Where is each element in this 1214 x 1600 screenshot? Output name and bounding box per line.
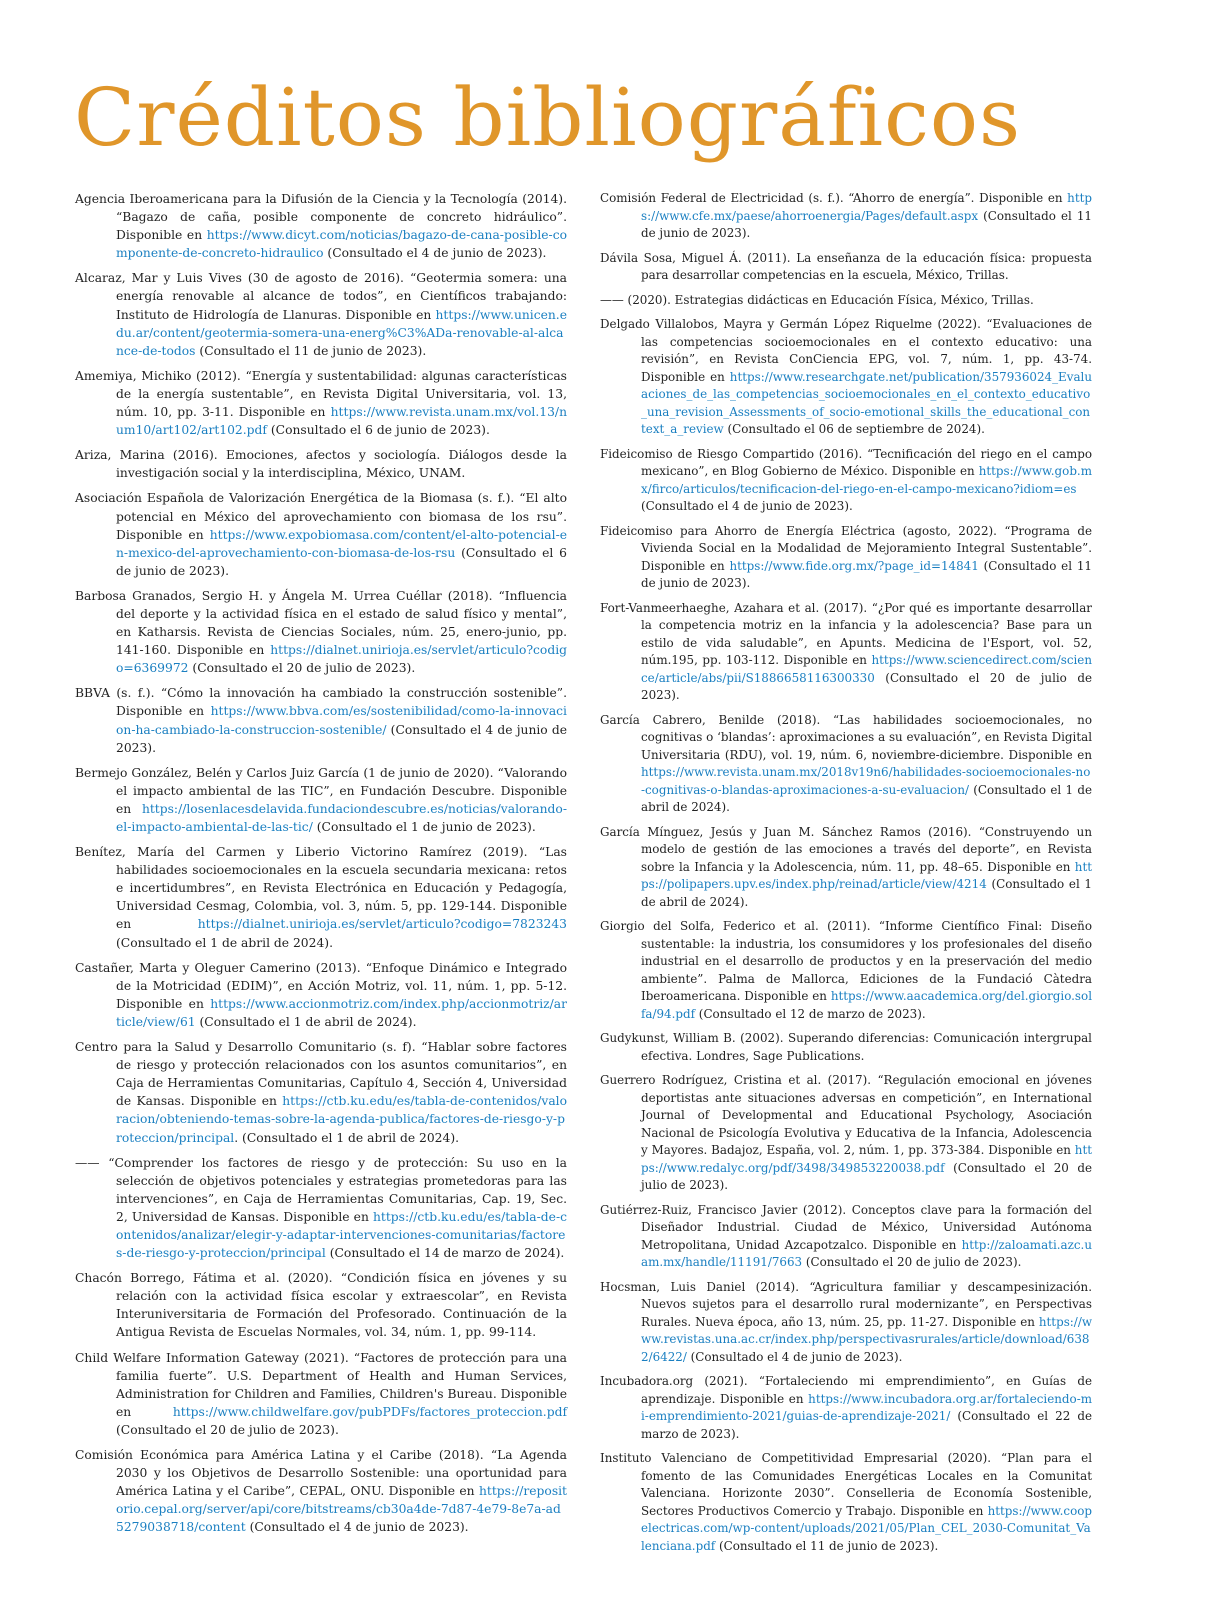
reference-entry — [75, 190, 567, 262]
reference-link[interactable]: https://www.aacademica.org/del.giorgio.solfa/94.pdf — [641, 989, 1092, 1021]
reference-entry — [75, 1154, 567, 1263]
reference-link[interactable]: https://www.cfe.mx/paese/ahorroenergia/Pages/default.aspx — [641, 191, 1092, 223]
reference-consulted-date: (Consultado el 22 de marzo de 2023). — [641, 1409, 1092, 1441]
reference-entry — [600, 316, 1092, 439]
reference-text: Centro para la Salud y Desarrollo Comunitario (s. f). “Hablar sobre factores de riesgo y protección relacionados con los asuntos comunitarios”, en Caja de Herramientas Comunitarias, Capítulo 4, Sección 4, Universidad de Kansas. Disponible en — [75, 1040, 567, 1109]
reference-consulted-date: (Consultado el 20 de julio de 2023). — [641, 1160, 1092, 1192]
reference-link[interactable]: https://www.unicen.edu.ar/content/geotermia-somera-una-energ%C3%ADa-renovable-al-alcance-de-todos — [116, 307, 567, 358]
reference-link[interactable]: https://www.gob.mx/firco/articulos/tecnificacion-del-riego-en-el-campo-mexicano?idiom=es — [641, 464, 1092, 496]
reference-entry — [600, 600, 1092, 705]
reference-entry — [600, 1279, 1092, 1367]
reference-text: Asociación Española de Valorización Energética de la Biomasa (s. f.). “El alto potencial en México del aprovechamiento con biomasa de los rsu”. Disponible en — [75, 491, 567, 542]
reference-consulted-date: (Consultado el 1 de abril de 2024). — [641, 877, 1092, 909]
reference-text: Chacón Borrego, Fátima et al. (2020). “Condición física en jóvenes y su relación con la actividad física escolar y extraescolar”, en Revista Interuniversitaria de Formación del Profesorado. Continuación de la Antigua Revista de Escuelas Normales, vol. 34, núm. 1, pp. 99-114. — [75, 1271, 567, 1340]
reference-consulted-date: (Consultado el 20 de julio de 2023). — [116, 1422, 339, 1437]
reference-consulted-date: (Consultado el 12 de marzo de 2023). — [695, 1006, 926, 1021]
reference-link[interactable]: https://www.coopelectricas.com/wp-content/uploads/2021/05/Plan_CEL_2030-Comunitat_Valenciana.pdf — [641, 1503, 1092, 1553]
reference-entry — [75, 843, 567, 952]
reference-entry — [75, 1269, 567, 1341]
reference-text: Bermejo González, Belén y Carlos Juiz García (1 de junio de 2020). “Valorando el impacto ambiental de las TIC”, en Fundación Descubre. Disponible en — [75, 765, 567, 816]
reference-consulted-date: (Consultado el 14 de marzo de 2024). — [325, 1246, 565, 1261]
reference-link[interactable]: https://losenlacesdelavida.fundaciondescubre.es/noticias/valorando-el-impacto-ambiental-de-las-tic/ — [116, 801, 567, 834]
reference-entry — [600, 250, 1092, 285]
reference-entry — [75, 489, 567, 579]
reference-link[interactable]: http://zaloamati.azc.uam.mx/handle/11191/7663 — [641, 1237, 1092, 1269]
reference-text: —— (2020). Estrategias didácticas en Educación Física, México, Trillas. — [600, 292, 1034, 307]
reference-text: García Mínguez, Jesús y Juan M. Sánchez Ramos (2016). “Construyendo un modelo de gestión de las emociones a través del deporte”, en Revista sobre la Infancia y la Adolescencia, núm. 11, pp. 48–65. Disponible en — [600, 824, 1092, 874]
reference-link[interactable]: https://polipapers.upv.es/index.php/reinad/article/view/4214 — [641, 859, 1092, 891]
reference-entry — [75, 684, 567, 756]
reference-consulted-date: (Consultado el 1 de abril de 2024). — [195, 1014, 417, 1029]
reference-link[interactable]: https://www.childwelfare.gov/pubPDFs/factores_proteccion.pdf — [172, 1404, 567, 1419]
reference-text: Castañer, Marta y Oleguer Camerino (2013). “Enfoque Dinámico e Integrado de la Motricidad (EDIM)”, en Acción Motriz, vol. 11, núm. 1, pp. 5-12. Disponible en — [75, 960, 567, 1011]
reference-entry — [600, 918, 1092, 1023]
reference-consulted-date: (Consultado el 6 de junio de 2023). — [116, 545, 567, 578]
reference-consulted-date: (Consultado el 20 de julio de 2023). — [802, 1255, 1022, 1269]
reference-entry — [600, 292, 1092, 310]
reference-entry — [75, 269, 567, 359]
reference-consulted-date: (Consultado el 1 de junio de 2023). — [312, 820, 536, 834]
reference-consulted-date: (Consultado el 11 de junio de 2023). — [641, 208, 1092, 240]
reference-entry — [600, 712, 1092, 817]
reference-link[interactable]: https://www.fide.org.mx/?page_id=14841 — [729, 558, 979, 573]
reference-consulted-date: (Consultado el 20 de julio de 2023). — [188, 661, 416, 676]
reference-entry — [75, 367, 567, 439]
reference-link[interactable]: https://ctb.ku.edu/es/tabla-de-contenidos/analizar/elegir-y-adaptar-intervenciones-comunitarias/factores-de-riesgo-y-proteccion/principal — [116, 1209, 567, 1261]
reference-consulted-date: (Consultado el 6 de junio de 2023). — [266, 423, 490, 438]
reference-entry — [600, 1030, 1092, 1065]
reference-link[interactable]: https://www.revista.unam.mx/vol.13/num10/art102/art102.pdf — [116, 405, 567, 438]
reference-entry — [600, 1072, 1092, 1195]
reference-text: Gutiérrez-Ruiz, Francisco Javier (2012). Conceptos clave para la formación del Diseñador Industrial. Ciudad de México, Universidad Autónoma Metropolitana, Unidad Azcapotzalco. Disponible en — [600, 1202, 1092, 1252]
reference-text: Barbosa Granados, Sergio H. y Ángela M. Urrea Cuéllar (2018). “Influencia del deporte y la actividad física en el estado de salud físico y mental”, en Katharsis. Revista de Ciencias Sociales, núm. 25, enero-junio, pp. 141-160. Disponible en — [75, 588, 567, 658]
reference-entry — [75, 959, 567, 1031]
reference-text: Delgado Villalobos, Mayra y Germán López Riquelme (2022). “Evaluaciones de las competencias socioemocionales en el contexto educativo: una revisión”, en Revista ConCiencia EPG, vol. 7, núm. 1, pp. 43-74. Disponible en — [600, 317, 1092, 384]
reference-consulted-date: (Consultado el 11 de junio de 2023). — [715, 1538, 939, 1553]
reference-entry — [600, 190, 1092, 243]
reference-link[interactable]: https://www.expobiomasa.com/content/el-alto-potencial-en-mexico-del-aprovechamiento-con-biomasa-de-los-rsu — [116, 527, 567, 560]
reference-entry — [75, 1349, 567, 1439]
reference-text: Guerrero Rodríguez, Cristina et al. (2017). “Regulación emocional en jóvenes deportistas ante situaciones adversas en competición”, en International Journal of Developmental and Educational Psychology, Asociación Nacional de Psicología Evolutiva y Educativa de la Infancia, Adolescencia y Mayores. Badajoz, España, vol. 2, núm. 1, pp. 373-384. Disponible en — [600, 1073, 1092, 1157]
reference-entry — [600, 523, 1092, 593]
reference-text: Comisión Económica para América Latina y el Caribe (2018). “La Agenda 2030 y los Objetivos de Desarrollo Sostenible: una oportunidad para América Latina y el Caribe”, CEPAL, ONU. Disponible en — [75, 1448, 567, 1499]
reference-consulted-date: (Consultado el 20 de julio de 2023). — [641, 670, 1092, 702]
reference-consulted-date: (Consultado el 1 de abril de 2024). — [641, 782, 1092, 814]
reference-consulted-date: (Consultado el 1 de abril de 2024). — [116, 935, 333, 950]
reference-text: Dávila Sosa, Miguel Á. (2011). La enseñanza de la educación física: propuesta para desarrollar competencias en la escuela, México, Trillas. — [600, 250, 1092, 282]
reference-link[interactable]: https://www.dicyt.com/noticias/bagazo-de-cana-posible-componente-de-concreto-hidraulico — [116, 228, 567, 261]
reference-link[interactable]: https://www.revista.unam.mx/2018v19n6/habilidades-socioemocionales-no-cognitivas-o-blandas-aproximaciones-a-su-evaluacion/ — [641, 765, 1091, 797]
reference-text: Comisión Federal de Electricidad (s. f.). “Ahorro de energía”. Disponible en — [600, 191, 1068, 205]
page-title: Créditos bibliográficos — [74, 71, 1022, 164]
reference-text: Ariza, Marina (2016). Emociones, afectos y sociología. Diálogos desde la investigación social y la interdisciplina, México, UNAM. — [75, 448, 567, 481]
reference-consulted-date: (Consultado el 4 de junio de 2023). — [116, 722, 567, 755]
reference-link[interactable]: https://www.researchgate.net/publication/357936024_Evaluaciones_de_las_competencias_socioemocionales_en_el_contexto_educativo_una_revision_Assessments_of_socio-emotional_skills_the_educational_context_a_review — [641, 369, 1092, 436]
reference-link[interactable]: https://www.accionmotriz.com/index.php/accionmotriz/article/view/61 — [116, 996, 567, 1029]
reference-text: Fideicomiso para Ahorro de Energía Eléctrica (agosto, 2022). “Programa de Vivienda Social en la Modalidad de Mejoramiento Integral Sustentable”. Disponible en — [600, 523, 1092, 573]
reference-consulted-date: (Consultado el 4 de junio de 2023). — [323, 246, 547, 261]
reference-text: Giorgio del Solfa, Federico et al. (2011). “Informe Científico Final: Diseño sustentable: la industria, los consumidores y los profesionales del diseño industrial en el desarrollo de productos y en la preservación del medio ambiente”. Palma de Mallorca, Ediciones de la Fundació Càtedra Iberoamericana. Disponible en — [600, 919, 1092, 1003]
reference-text: Gudykunst, William B. (2002). Superando diferencias: Comunicación intergrupal efectiva. Londres, Sage Publications. — [600, 1031, 1092, 1063]
reference-entry — [75, 587, 567, 677]
reference-consulted-date: (Consultado el 11 de junio de 2023). — [641, 558, 1092, 590]
reference-consulted-date: . (Consultado el 1 de abril de 2024). — [234, 1130, 460, 1145]
reference-entry — [600, 824, 1092, 912]
reference-entry — [600, 1202, 1092, 1272]
reference-text: Benítez, María del Carmen y Liberio Victorino Ramírez (2019). “Las habilidades socioemocionales en la escuela secundaria mexicana: retos e incertidumbres”, en Revista Electrónica en Educación y Pedagogía, Universidad Cesmag, Colombia, vol. 3, núm. 5, pp. 129-144. Disponible en — [75, 845, 567, 932]
reference-consulted-date: (Consultado el 11 de junio de 2023). — [195, 343, 427, 358]
reference-text: —— “Comprender los factores de riesgo y de protección: Su uso en la selección de objetivos potenciales y estrategias prometedoras para las intervenciones”, en Caja de Herramientas Comunitarias, Cap. 19, Sec. 2, Universidad de Kansas. Disponible en — [75, 1155, 567, 1224]
reference-text: Incubadora.org (2021). “Fortaleciendo mi emprendimiento”, en Guías de aprendizaje. Disponible en — [600, 1374, 1092, 1406]
reference-entry — [75, 1446, 567, 1536]
reference-consulted-date: (Consultado el 4 de junio de 2023). — [245, 1520, 469, 1535]
reference-link[interactable]: https://dialnet.unirioja.es/servlet/articulo?codigo=7823243 — [197, 917, 567, 932]
reference-link[interactable]: https://www.bbva.com/es/sostenibilidad/como-la-innovacion-ha-cambiado-la-construccion-sostenible/ — [116, 704, 567, 737]
reference-link[interactable]: https://www.redalyc.org/pdf/3498/349853220038.pdf — [641, 1143, 1092, 1175]
reference-entry — [600, 446, 1092, 516]
reference-consulted-date: (Consultado el 4 de junio de 2023). — [686, 1349, 903, 1364]
reference-link[interactable]: https://www.sciencedirect.com/science/article/abs/pii/S1886658116300330 — [641, 653, 1092, 685]
reference-text: Instituto Valenciano de Competitividad Empresarial (2020). “Plan para el fomento de las Comunidades Energéticas Locales en la Comunitat Valenciana. Horizonte 2030”. Conselleria de Economía Sostenible, Sectores Productivos Comercio y Trabajo. Disponible en — [600, 1451, 1092, 1518]
reference-text: Amemiya, Michiko (2012). “Energía y sustentabilidad: algunas características de la energía sustentable”, en Revista Digital Universitaria, vol. 13, núm. 10, pp. 3-11. Disponible en — [75, 368, 567, 420]
reference-entry — [75, 1038, 567, 1147]
left-column — [75, 190, 567, 1543]
reference-text: Alcaraz, Mar y Luis Vives (30 de agosto de 2016). “Geotermia somera: una energía renovable al alcance de todos”, en Científicos trabajando: Instituto de Hidrología de Llanuras. Disponible en — [75, 271, 567, 322]
reference-entry — [600, 1373, 1092, 1443]
reference-text: García Cabrero, Benilde (2018). “Las habilidades socioemocionales, no cognitivas o ‘blandas’: aproximaciones a su evaluación”, en Revista Digital Universitaria (RDU), vol. 19, núm. 6, noviembre-diciembre. Disponible en — [600, 712, 1092, 762]
reference-entry — [75, 764, 567, 836]
reference-link[interactable]: https://dialnet.unirioja.es/servlet/articulo?codigo=6369972 — [116, 643, 567, 676]
reference-entry — [75, 446, 567, 482]
reference-link[interactable]: https://ctb.ku.edu/es/tabla-de-contenidos/valoracion/obteniendo-temas-sobre-la-agenda-publica/factores-de-riesgo-y-proteccion/principal — [116, 1094, 567, 1145]
reference-text: Hocsman, Luis Daniel (2014). “Agricultura familiar y descampesinización. Nuevos sujetos para el desarrollo rural modernizante”, en Perspectivas Rurales. Nueva época, año 13, núm. 25, pp. 11-27. Disponible en — [600, 1279, 1092, 1329]
reference-text: Fideicomiso de Riesgo Compartido (2016). “Tecnificación del riego en el campo mexicano”, en Blog Gobierno de México. Disponible en — [600, 446, 1092, 478]
reference-text: BBVA (s. f.). “Cómo la innovación ha cambiado la construcción sostenible”. Disponible en — [75, 686, 567, 719]
reference-link[interactable]: https://www.incubadora.org.ar/fortaleciendo-mi-emprendimiento-2021/guias-de-aprendizaje-2021/ — [641, 1391, 1092, 1423]
reference-text: Agencia Iberoamericana para la Difusión de la Ciencia y la Tecnología (2014). “Bagazo de caña, posible componente de concreto hidráulico”. Disponible en — [75, 192, 567, 243]
reference-consulted-date: (Consultado el 06 de septiembre de 2024). — [723, 422, 985, 436]
reference-link[interactable]: https://www.revistas.una.ac.cr/index.php/perspectivasrurales/article/download/6382/6422/ — [641, 1314, 1092, 1364]
right-column — [600, 190, 1092, 1562]
reference-text: Fort-Vanmeerhaeghe, Azahara et al. (2017). “¿Por qué es importante desarrollar la competencia motriz en la infancia y la adolescencia? Base para un estilo de vida saludable”, en Apunts. Medicina de l'Esport, vol. 52, núm.195, pp. 103-112. Disponible en — [600, 600, 1092, 667]
reference-consulted-date: (Consultado el 4 de junio de 2023). — [641, 499, 853, 513]
reference-entry — [600, 1450, 1092, 1555]
reference-link[interactable]: https://repositorio.cepal.org/server/api/core/bitstreams/cb30a4de-7d87-4e79-8e7a-ad5279038718/content — [116, 1484, 567, 1535]
reference-text: Child Welfare Information Gateway (2021). “Factores de protección para una familia fuerte”. U.S. Department of Health and Human Services, Administration for Children and Families, Children's Bureau. Disponible en — [75, 1350, 567, 1419]
